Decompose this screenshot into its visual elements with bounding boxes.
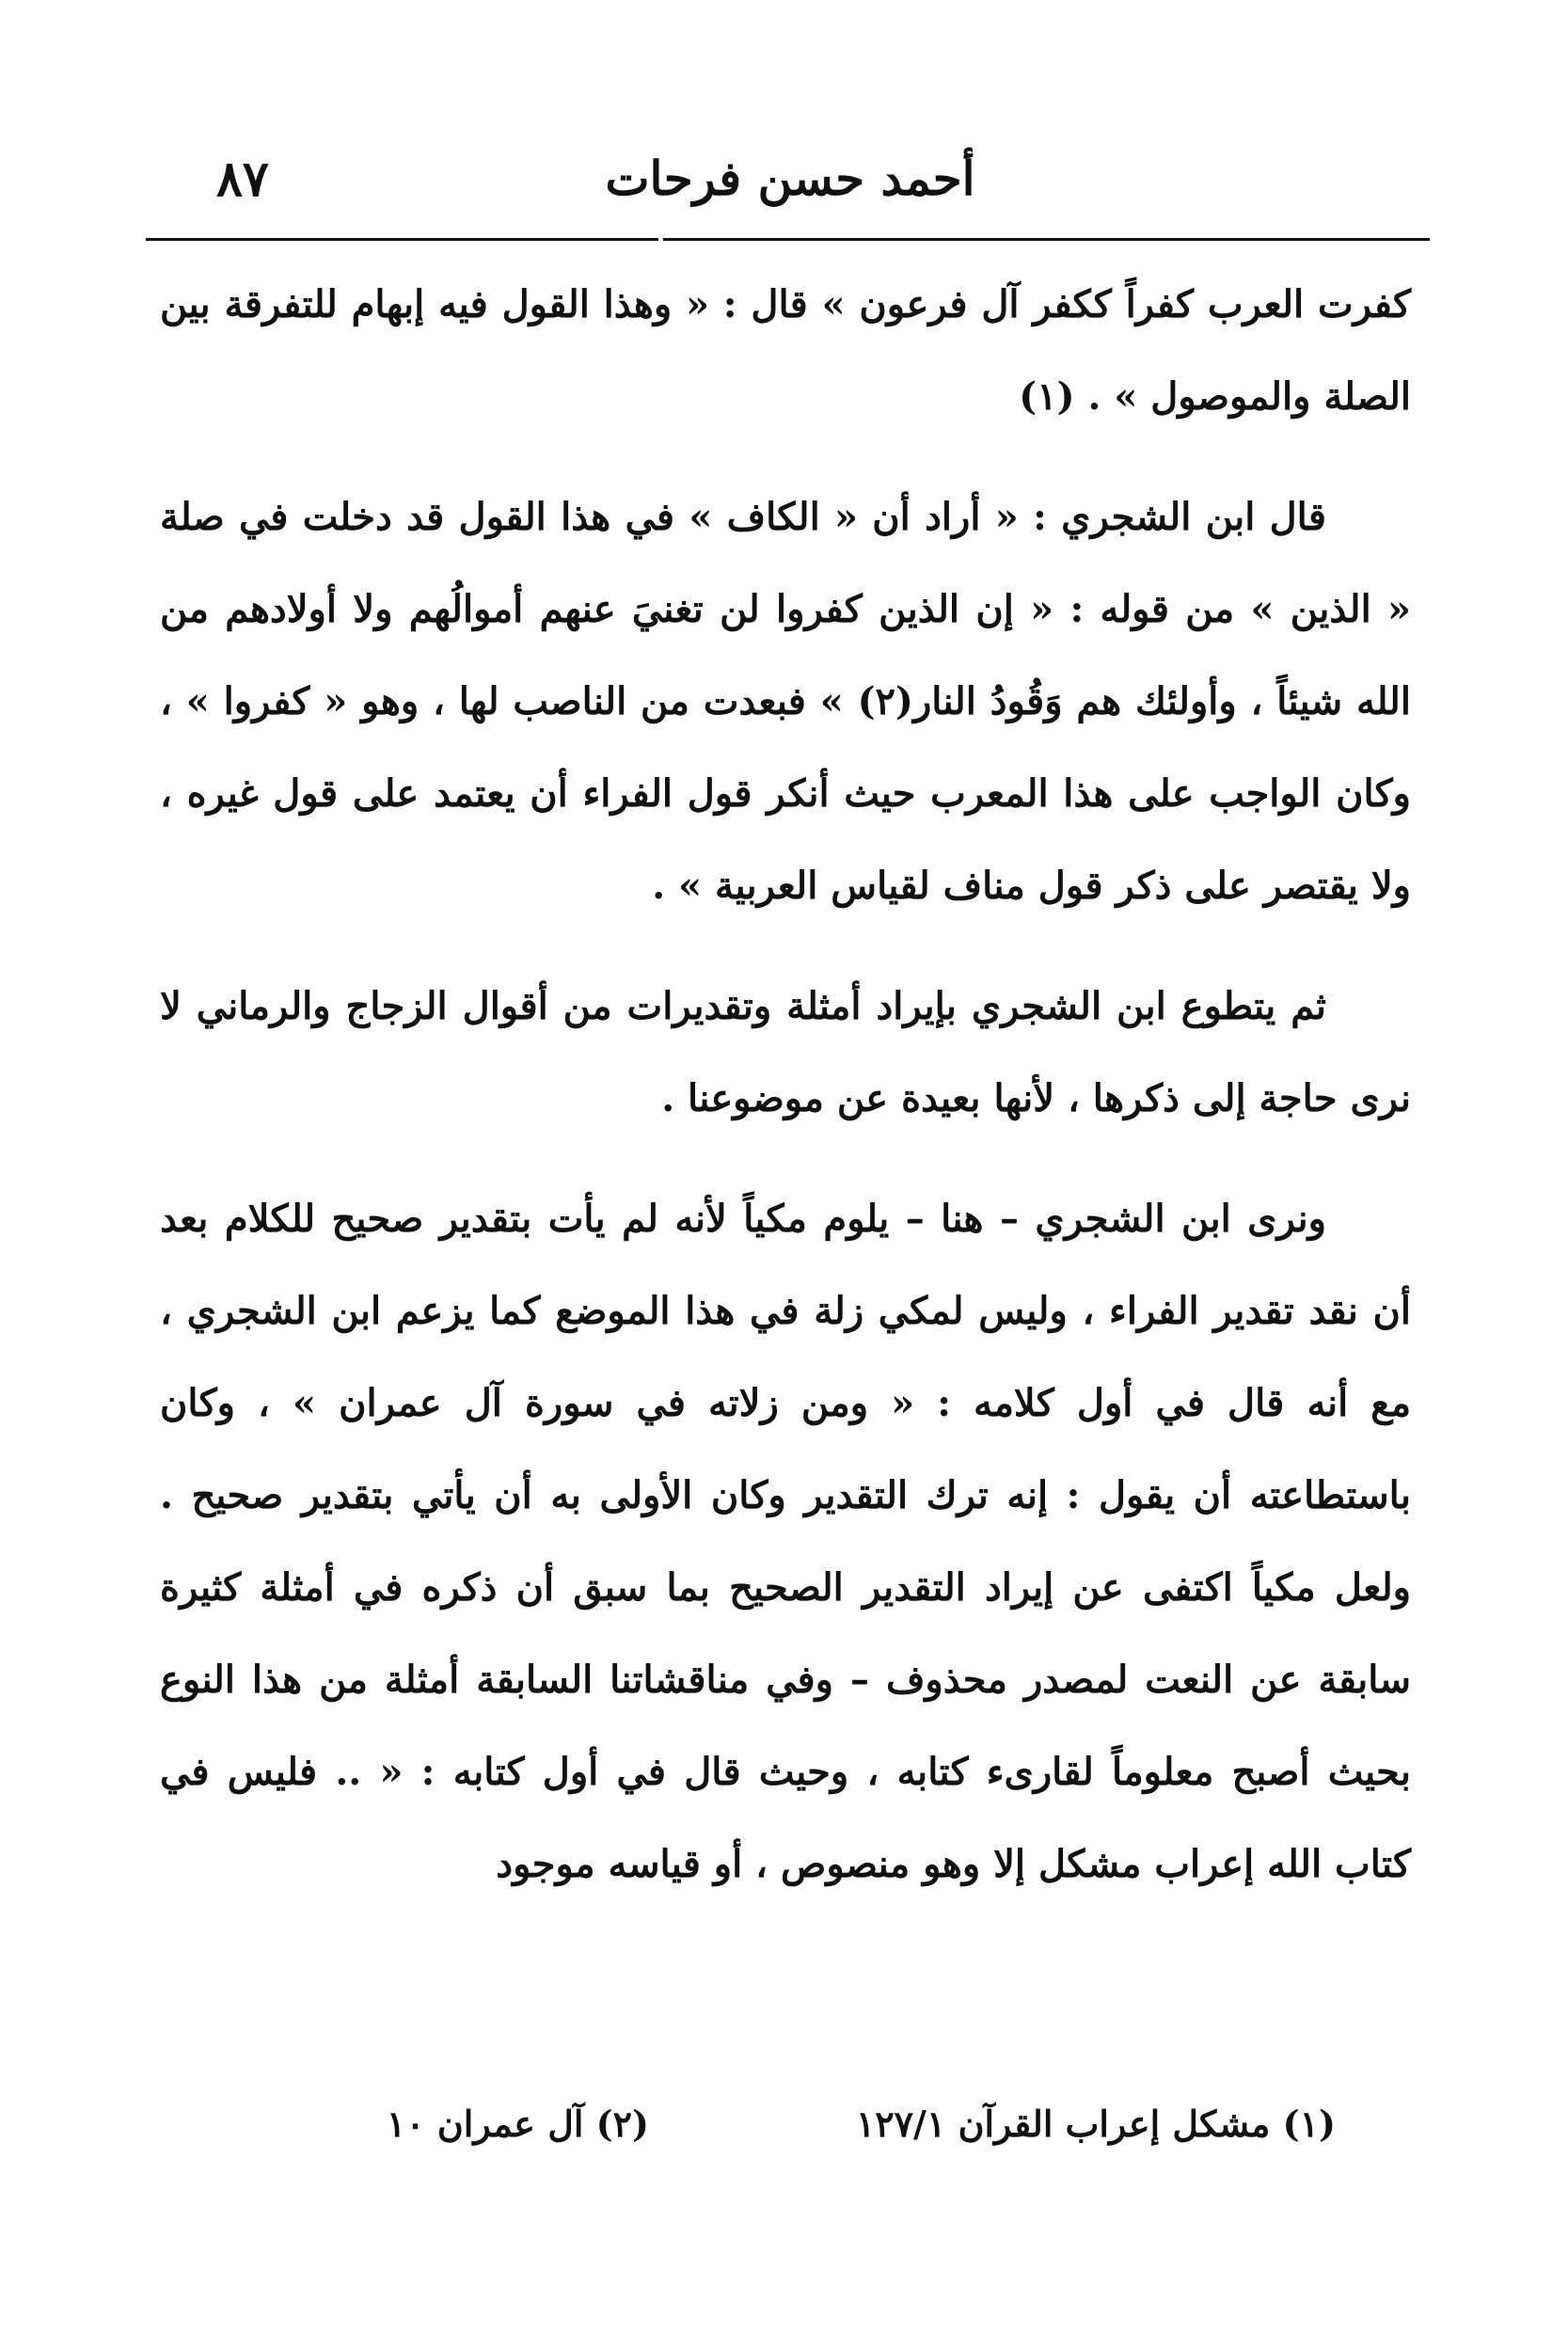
paragraph-3: ثم يتطوع ابن الشجري بإيراد أمثلة وتقديرات من أقوال الزجاج والرماني لا نرى حاجة إلى ذكرها ، لأنها بعيدة عن موضوعنا . [160, 984, 1411, 1120]
body-text [160, 259, 1411, 1911]
footnote-1: (١) مشكل إعراب القرآن ١٢٧/١ [855, 2103, 1336, 2145]
paragraph-2: قال ابن الشجري : « أراد أن « الكاف » في هذا القول قد دخلت في صلة « الذين » من قوله : « إن الذين كفروا لن تغنيَ عنهم أموالُهم ولا أولادهم من الله شيئاً ، وأولئك هم وَقُودُ النار(٢) » فبعدت من الناصب لها ، وهو « كفروا » ، وكان الواجب على هذا المعرب حيث أنكر قول الفراء أن يعتمد على قول غيره ، ولا يقتصر على ذكر قول مناف لقياس العربية » . [160, 495, 1411, 908]
page-number: ٨٧ [216, 151, 269, 208]
running-title: أحمد حسن فرحات [605, 151, 975, 206]
paragraph-1: كفرت العرب كفراً ككفر آل فرعون » قال : « وهذا القول فيه إبهام للتفرقة بين الصلة والموصول » . (١) [160, 282, 1411, 419]
page-header [150, 141, 1430, 216]
header-rule-left [146, 238, 658, 241]
footnotes [160, 2103, 1336, 2168]
header-rule-right [663, 238, 1430, 241]
paragraph-4: ونرى ابن الشجري – هنا – يلوم مكياً لأنه لم يأت بتقدير صحيح للكلام بعد أن نقد تقدير الفراء ، وليس لمكي زلة في هذا الموضع كما يزعم ابن الشجري ، مع أنه قال في أول كلامه : « ومن زلاته في سورة آل عمران » ، وكان باستطاعته أن يقول : إنه ترك التقدير وكان الأولى به أن يأتي بتقدير صحيح . ولعل مكياً اكتفى عن إيراد التقدير الصحيح بما سبق أن ذكره في أمثلة كثيرة سابقة عن النعت لمصدر محذوف – وفي مناقشاتنا السابقة أمثلة من هذا النوع بحيث أصبح معلوماً لقارىء كتابه ، وحيث قال في أول كتابه : « .. فليس في كتاب الله إعراب مشكل إلا وهو منصوص ، أو قياسه موجود [160, 1197, 1412, 1886]
footnote-2: (٢) آل عمران ١٠ [386, 2103, 649, 2145]
